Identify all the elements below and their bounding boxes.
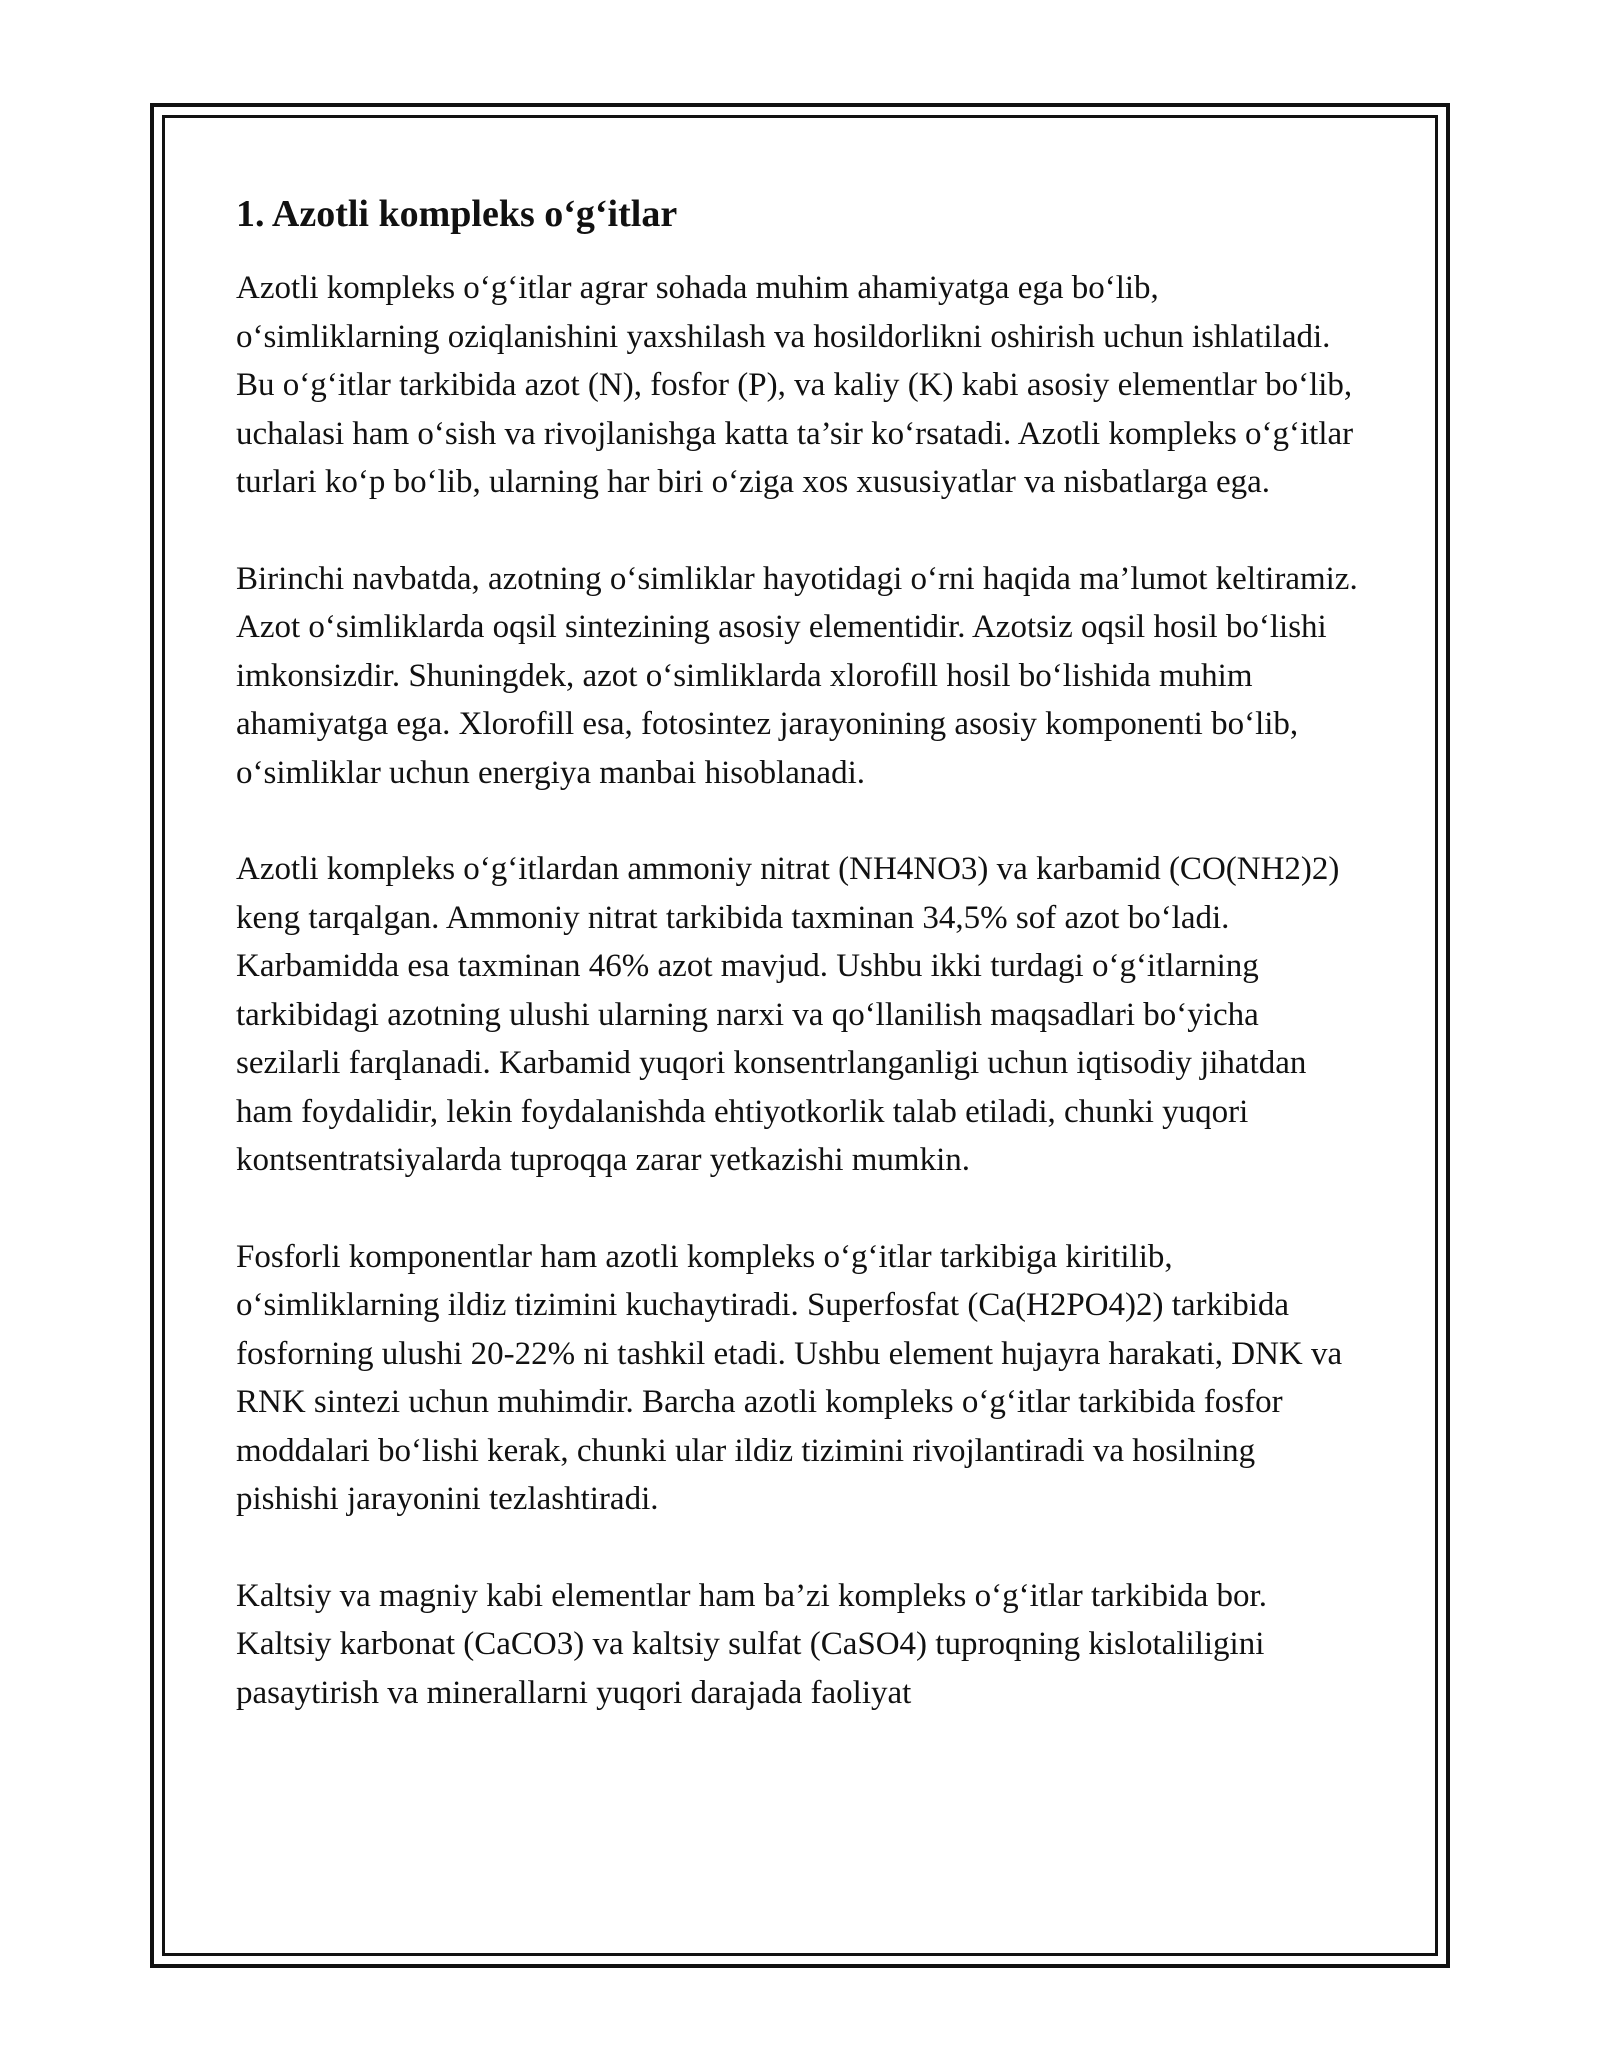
paragraph-2: Birinchi navbatda, azotning o‘simliklar hayotidagi o‘rni haqida ma’lumot keltiramiz. Azot o‘simliklarda oqsil sintezining asosiy elementidir. Azotsiz oqsil hosil bo‘lishi imkonsizdir. Shuningdek, azot o‘simliklarda xlorofill hosil bo‘lishida muhim ahamiyatga ega. Xlorofill esa, fotosintez jarayonining asosiy komponenti bo‘lib, o‘simliklar uchun energiya manbai hisoblanadi. [236,560,1358,791]
paragraph-3: Azotli kompleks o‘g‘itlardan ammoniy nitrat (NH4NO3) va karbamid (CO(NH2)2) keng tarqalgan. Ammoniy nitrat tarkibida taxminan 34,5% sof azot bo‘ladi. Karbamidda esa taxminan 46% azot mavjud. Ushbu ikki turdagi o‘g‘itlarning tarkibidagi azotning ulushi ularning narxi va qo‘llanilish maqsadlari bo‘yicha sezilarli farqlanadi. Karbamid yuqori konsentrlanganligi uchun iqtisodiy jihatdan ham foydalidir, lekin foydalanishda ehtiyotkorlik talab etiladi, chunki yuqori kontsentratsiyalarda tuproqqa zarar yetkazishi mumkin. [236,851,1340,1178]
paragraph-1: Azotli kompleks o‘g‘itlar agrar sohada muhim ahamiyatga ega bo‘lib, o‘simliklarning oziqlanishini yaxshilash va hosildorlikni oshirish uchun ishlatiladi. Bu o‘g‘itlar tarkibida azot (N), fosfor (P), va kaliy (K) kabi asosiy elementlar bo‘lib, uchalasi ham o‘sish va rivojlanishga katta ta’sir ko‘rsatadi. Azotli kompleks o‘g‘itlar turlari ko‘p bo‘lib, ularning har biri o‘ziga xos xususiyatlar va nisbatlarga ega. [236,270,1354,500]
paragraph-4: Fosforli komponentlar ham azotli kompleks o‘g‘itlar tarkibiga kiritilib, o‘simliklarning ildiz tizimini kuchaytiradi. Superfosfat (Ca(H2PO4)2) tarkibida fosforning ulushi 20-22% ni tashkil etadi. Ushbu element hujayra harakati, DNK va RNK sintezi uchun muhimdir. Barcha azotli kompleks o‘g‘itlar tarkibida fosfor moddalari bo‘lishi kerak, chunki ular ildiz tizimini rivojlantiradi va hosilning pishishi jarayonini tezlashtiradi. [236,1238,1343,1517]
document-body [236,186,1366,1717]
section-heading: 1. Azotli kompleks o‘g‘itlar [236,193,678,235]
paragraph-5: Kaltsiy va magniy kabi elementlar ham ba’zi kompleks o‘g‘itlar tarkibida bor. Kaltsiy karbonat (CaCO3) va kaltsiy sulfat (CaSO4) tuproqning kislotaliligini pasaytirish va minerallarni yuqori darajada faoliyat [236,1577,1267,1711]
